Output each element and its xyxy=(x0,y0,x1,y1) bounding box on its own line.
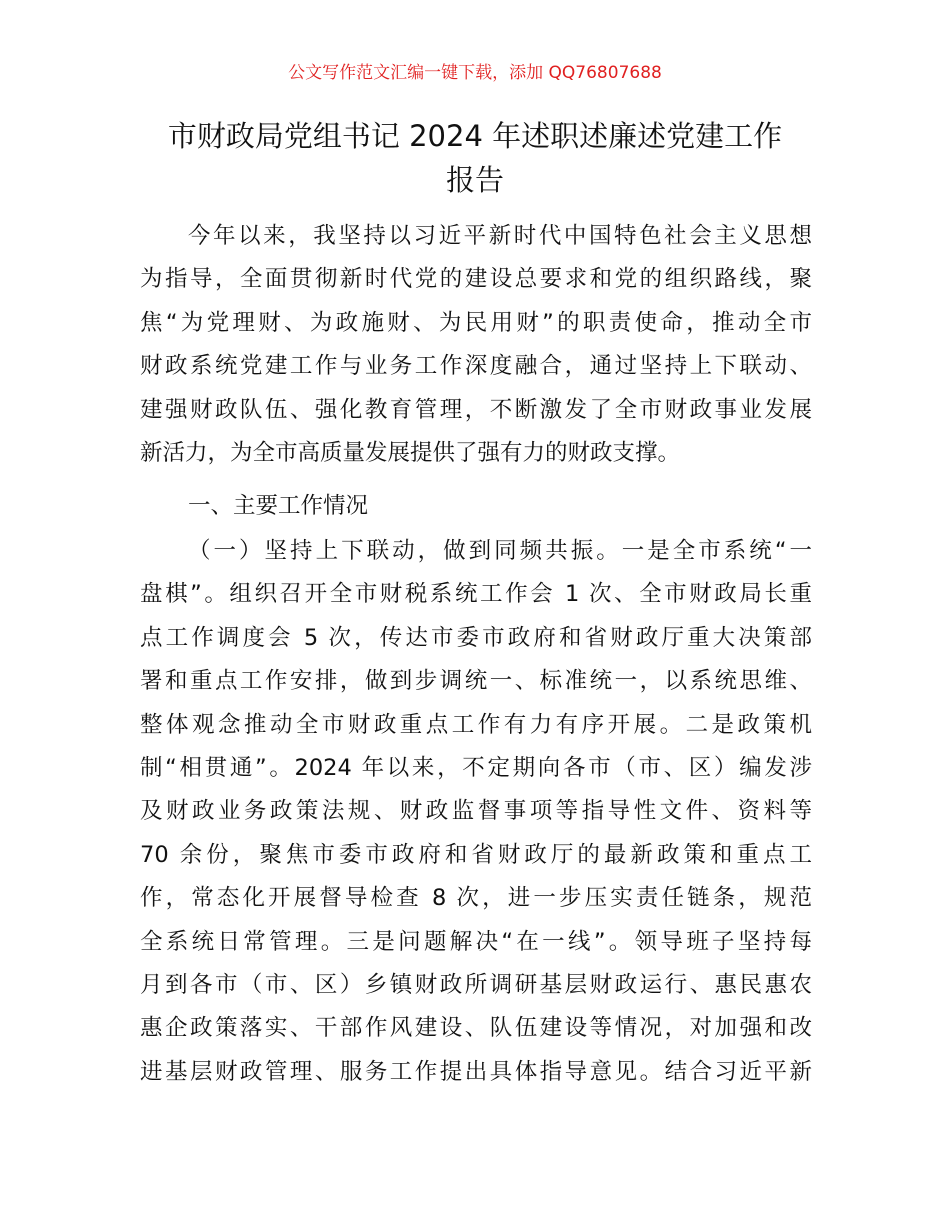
text-line: 70 余份，聚焦市委市政府和省财政厅的最新政策和重点工 xyxy=(140,841,812,868)
text-line: 署和重点工作安排，做到步调统一、标准统一，以系统思维、 xyxy=(140,668,812,695)
text-line: 新活力，为全市高质量发展提供了强有力的财政支撑。 xyxy=(140,439,681,466)
text-line: 为指导，全面贯彻新时代党的建设总要求和党的组织路线，聚 xyxy=(140,266,812,293)
text-line: 财政系统党建工作与业务工作深度融合，通过坚持上下联动、 xyxy=(140,353,812,380)
text-line: 焦“为党理财、为政施财、为民用财”的职责使命，推动全市 xyxy=(140,309,812,336)
paragraph-section-1 xyxy=(140,530,812,1094)
section-heading xyxy=(140,485,812,528)
title-line: 报告 xyxy=(445,163,504,197)
text-line: 进基层财政管理、服务工作提出具体指导意见。结合习近平新 xyxy=(140,1058,812,1085)
text-line: 全系统日常管理。三是问题解决“在一线”。领导班子坚持每 xyxy=(140,928,812,955)
download-banner: 公文写作范文汇编一键下载，添加 QQ76807688 xyxy=(288,63,662,83)
text-line: 今年以来，我坚持以习近平新时代中国特色社会主义思想 xyxy=(188,223,812,249)
heading-text: 一、主要工作情况 xyxy=(188,493,369,519)
text-line: 月到各市（市、区）乡镇财政所调研基层财政运行、惠民惠农 xyxy=(140,971,812,998)
text-line: 制“相贯通”。2024 年以来，不定期向各市（市、区）编发涉 xyxy=(140,754,812,781)
text-line: 整体观念推动全市财政重点工作有力有序开展。二是政策机 xyxy=(140,711,812,738)
text-line: 建强财政队伍、强化教育管理，不断激发了全市财政事业发展 xyxy=(140,396,812,423)
title-line: 市财政局党组书记 2024 年述职述廉述党建工作 xyxy=(167,119,783,153)
text-line: 点工作调度会 5 次，传达市委市政府和省财政厅重大决策部 xyxy=(140,624,812,651)
text-line: 及财政业务政策法规、财政监督事项等指导性文件、资料等 xyxy=(140,798,812,825)
text-line: 盘棋”。组织召开全市财税系统工作会 1 次、全市财政局长重 xyxy=(140,581,812,608)
text-line: （一）坚持上下联动，做到同频共振。一是全市系统“一 xyxy=(188,538,812,564)
text-line: 惠企政策落实、干部作风建设、队伍建设等情况，对加强和改 xyxy=(140,1015,812,1042)
text-line: 作，常态化开展督导检查 8 次，进一步压实责任链条，规范 xyxy=(140,885,812,912)
document-title xyxy=(130,114,820,202)
paragraph-intro xyxy=(140,215,812,475)
